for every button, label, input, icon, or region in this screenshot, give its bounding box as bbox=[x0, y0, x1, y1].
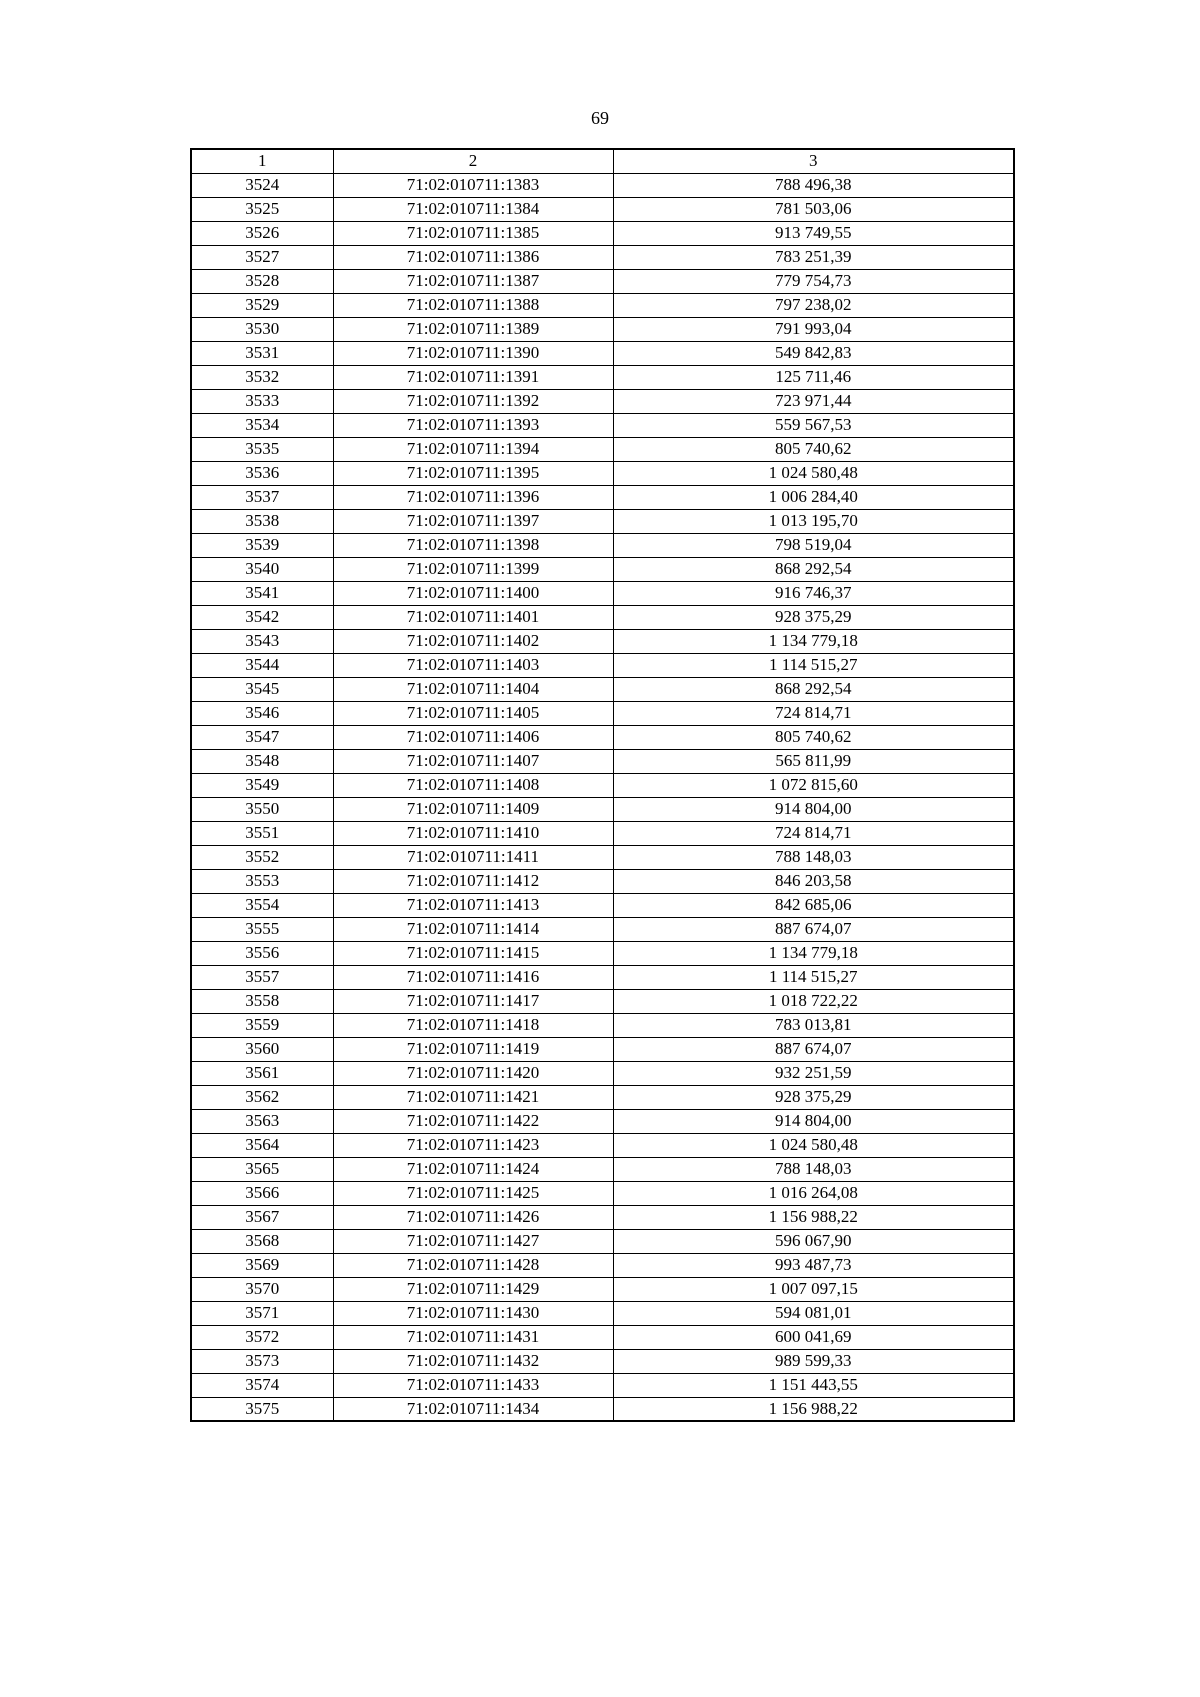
value-cell: 788 148,03 bbox=[613, 845, 1014, 869]
row-number-cell: 3539 bbox=[191, 533, 333, 557]
cadastral-number-cell: 71:02:010711:1426 bbox=[333, 1205, 613, 1229]
row-number-cell: 3566 bbox=[191, 1181, 333, 1205]
cadastral-number-cell: 71:02:010711:1395 bbox=[333, 461, 613, 485]
value-cell: 1 016 264,08 bbox=[613, 1181, 1014, 1205]
value-cell: 596 067,90 bbox=[613, 1229, 1014, 1253]
cadastral-number-cell: 71:02:010711:1403 bbox=[333, 653, 613, 677]
value-cell: 914 804,00 bbox=[613, 1109, 1014, 1133]
row-number-cell: 3562 bbox=[191, 1085, 333, 1109]
cadastral-number-cell: 71:02:010711:1392 bbox=[333, 389, 613, 413]
table-row bbox=[191, 1349, 1014, 1373]
table-row bbox=[191, 821, 1014, 845]
data-table bbox=[190, 148, 1015, 1422]
row-number-cell: 3574 bbox=[191, 1373, 333, 1397]
value-cell: 1 007 097,15 bbox=[613, 1277, 1014, 1301]
table-row bbox=[191, 845, 1014, 869]
cadastral-number-cell: 71:02:010711:1401 bbox=[333, 605, 613, 629]
cadastral-number-cell: 71:02:010711:1424 bbox=[333, 1157, 613, 1181]
row-number-cell: 3567 bbox=[191, 1205, 333, 1229]
row-number-cell: 3536 bbox=[191, 461, 333, 485]
row-number-cell: 3530 bbox=[191, 317, 333, 341]
row-number-cell: 3533 bbox=[191, 389, 333, 413]
cadastral-number-cell: 71:02:010711:1415 bbox=[333, 941, 613, 965]
table-row bbox=[191, 701, 1014, 725]
column-header-1: 1 bbox=[191, 149, 333, 173]
table-row bbox=[191, 725, 1014, 749]
cadastral-number-cell: 71:02:010711:1393 bbox=[333, 413, 613, 437]
row-number-cell: 3540 bbox=[191, 557, 333, 581]
row-number-cell: 3561 bbox=[191, 1061, 333, 1085]
table-body bbox=[191, 173, 1014, 1421]
value-cell: 797 238,02 bbox=[613, 293, 1014, 317]
value-cell: 779 754,73 bbox=[613, 269, 1014, 293]
value-cell: 788 496,38 bbox=[613, 173, 1014, 197]
page-number: 69 bbox=[591, 108, 609, 128]
table-row bbox=[191, 269, 1014, 293]
cadastral-number-cell: 71:02:010711:1427 bbox=[333, 1229, 613, 1253]
cadastral-number-cell: 71:02:010711:1423 bbox=[333, 1133, 613, 1157]
value-cell: 723 971,44 bbox=[613, 389, 1014, 413]
row-number-cell: 3563 bbox=[191, 1109, 333, 1133]
table-row bbox=[191, 1373, 1014, 1397]
cadastral-number-cell: 71:02:010711:1398 bbox=[333, 533, 613, 557]
table-row bbox=[191, 365, 1014, 389]
row-number-cell: 3565 bbox=[191, 1157, 333, 1181]
row-number-cell: 3524 bbox=[191, 173, 333, 197]
cadastral-number-cell: 71:02:010711:1416 bbox=[333, 965, 613, 989]
value-cell: 791 993,04 bbox=[613, 317, 1014, 341]
value-cell: 1 114 515,27 bbox=[613, 965, 1014, 989]
table-row bbox=[191, 797, 1014, 821]
row-number-cell: 3568 bbox=[191, 1229, 333, 1253]
value-cell: 1 114 515,27 bbox=[613, 653, 1014, 677]
cadastral-number-cell: 71:02:010711:1412 bbox=[333, 869, 613, 893]
table-row bbox=[191, 965, 1014, 989]
value-cell: 1 134 779,18 bbox=[613, 629, 1014, 653]
row-number-cell: 3526 bbox=[191, 221, 333, 245]
value-cell: 913 749,55 bbox=[613, 221, 1014, 245]
cadastral-number-cell: 71:02:010711:1406 bbox=[333, 725, 613, 749]
table-row bbox=[191, 629, 1014, 653]
value-cell: 914 804,00 bbox=[613, 797, 1014, 821]
cadastral-number-cell: 71:02:010711:1400 bbox=[333, 581, 613, 605]
table-row bbox=[191, 221, 1014, 245]
cadastral-number-cell: 71:02:010711:1428 bbox=[333, 1253, 613, 1277]
table-row bbox=[191, 989, 1014, 1013]
table-row bbox=[191, 605, 1014, 629]
cadastral-number-cell: 71:02:010711:1433 bbox=[333, 1373, 613, 1397]
cadastral-number-cell: 71:02:010711:1430 bbox=[333, 1301, 613, 1325]
cadastral-number-cell: 71:02:010711:1413 bbox=[333, 893, 613, 917]
row-number-cell: 3541 bbox=[191, 581, 333, 605]
table-row bbox=[191, 413, 1014, 437]
table-row bbox=[191, 197, 1014, 221]
row-number-cell: 3571 bbox=[191, 1301, 333, 1325]
row-number-cell: 3570 bbox=[191, 1277, 333, 1301]
value-cell: 1 018 722,22 bbox=[613, 989, 1014, 1013]
value-cell: 549 842,83 bbox=[613, 341, 1014, 365]
cadastral-number-cell: 71:02:010711:1417 bbox=[333, 989, 613, 1013]
table-row bbox=[191, 1061, 1014, 1085]
table-row bbox=[191, 773, 1014, 797]
row-number-cell: 3549 bbox=[191, 773, 333, 797]
row-number-cell: 3534 bbox=[191, 413, 333, 437]
table-row bbox=[191, 1397, 1014, 1421]
table-row bbox=[191, 1205, 1014, 1229]
cadastral-number-cell: 71:02:010711:1388 bbox=[333, 293, 613, 317]
row-number-cell: 3551 bbox=[191, 821, 333, 845]
table-header bbox=[191, 149, 1014, 173]
table-row bbox=[191, 1085, 1014, 1109]
table-row bbox=[191, 869, 1014, 893]
value-cell: 805 740,62 bbox=[613, 725, 1014, 749]
value-cell: 783 251,39 bbox=[613, 245, 1014, 269]
table-row bbox=[191, 1301, 1014, 1325]
table-row bbox=[191, 533, 1014, 557]
cadastral-number-cell: 71:02:010711:1425 bbox=[333, 1181, 613, 1205]
value-cell: 724 814,71 bbox=[613, 701, 1014, 725]
table-row bbox=[191, 389, 1014, 413]
table-row bbox=[191, 1133, 1014, 1157]
value-cell: 1 134 779,18 bbox=[613, 941, 1014, 965]
cadastral-number-cell: 71:02:010711:1397 bbox=[333, 509, 613, 533]
value-cell: 724 814,71 bbox=[613, 821, 1014, 845]
cadastral-number-cell: 71:02:010711:1407 bbox=[333, 749, 613, 773]
cadastral-number-cell: 71:02:010711:1394 bbox=[333, 437, 613, 461]
value-cell: 846 203,58 bbox=[613, 869, 1014, 893]
row-number-cell: 3527 bbox=[191, 245, 333, 269]
cadastral-number-cell: 71:02:010711:1409 bbox=[333, 797, 613, 821]
value-cell: 989 599,33 bbox=[613, 1349, 1014, 1373]
table-row bbox=[191, 749, 1014, 773]
value-cell: 916 746,37 bbox=[613, 581, 1014, 605]
table-row bbox=[191, 1013, 1014, 1037]
value-cell: 1 151 443,55 bbox=[613, 1373, 1014, 1397]
value-cell: 600 041,69 bbox=[613, 1325, 1014, 1349]
column-header-3: 3 bbox=[613, 149, 1014, 173]
value-cell: 559 567,53 bbox=[613, 413, 1014, 437]
cadastral-number-cell: 71:02:010711:1405 bbox=[333, 701, 613, 725]
value-cell: 868 292,54 bbox=[613, 557, 1014, 581]
cadastral-number-cell: 71:02:010711:1434 bbox=[333, 1397, 613, 1421]
value-cell: 993 487,73 bbox=[613, 1253, 1014, 1277]
row-number-cell: 3548 bbox=[191, 749, 333, 773]
cadastral-number-cell: 71:02:010711:1419 bbox=[333, 1037, 613, 1061]
table-row bbox=[191, 1253, 1014, 1277]
table-row bbox=[191, 557, 1014, 581]
value-cell: 798 519,04 bbox=[613, 533, 1014, 557]
value-cell: 125 711,46 bbox=[613, 365, 1014, 389]
row-number-cell: 3558 bbox=[191, 989, 333, 1013]
value-cell: 1 013 195,70 bbox=[613, 509, 1014, 533]
cadastral-number-cell: 71:02:010711:1431 bbox=[333, 1325, 613, 1349]
column-header-2: 2 bbox=[333, 149, 613, 173]
table-row bbox=[191, 1181, 1014, 1205]
table-row bbox=[191, 1277, 1014, 1301]
cadastral-number-cell: 71:02:010711:1411 bbox=[333, 845, 613, 869]
table-row bbox=[191, 917, 1014, 941]
row-number-cell: 3555 bbox=[191, 917, 333, 941]
row-number-cell: 3531 bbox=[191, 341, 333, 365]
table-row bbox=[191, 941, 1014, 965]
row-number-cell: 3554 bbox=[191, 893, 333, 917]
value-cell: 781 503,06 bbox=[613, 197, 1014, 221]
row-number-cell: 3542 bbox=[191, 605, 333, 629]
cadastral-number-cell: 71:02:010711:1420 bbox=[333, 1061, 613, 1085]
cadastral-number-cell: 71:02:010711:1421 bbox=[333, 1085, 613, 1109]
cadastral-number-cell: 71:02:010711:1386 bbox=[333, 245, 613, 269]
row-number-cell: 3553 bbox=[191, 869, 333, 893]
cadastral-number-cell: 71:02:010711:1384 bbox=[333, 197, 613, 221]
cadastral-number-cell: 71:02:010711:1402 bbox=[333, 629, 613, 653]
cadastral-number-cell: 71:02:010711:1399 bbox=[333, 557, 613, 581]
table-row bbox=[191, 893, 1014, 917]
value-cell: 1 006 284,40 bbox=[613, 485, 1014, 509]
value-cell: 1 024 580,48 bbox=[613, 1133, 1014, 1157]
cadastral-number-cell: 71:02:010711:1385 bbox=[333, 221, 613, 245]
cadastral-number-cell: 71:02:010711:1396 bbox=[333, 485, 613, 509]
row-number-cell: 3529 bbox=[191, 293, 333, 317]
row-number-cell: 3537 bbox=[191, 485, 333, 509]
value-cell: 1 156 988,22 bbox=[613, 1397, 1014, 1421]
table-row bbox=[191, 1325, 1014, 1349]
table-row bbox=[191, 245, 1014, 269]
value-cell: 928 375,29 bbox=[613, 1085, 1014, 1109]
row-number-cell: 3569 bbox=[191, 1253, 333, 1277]
row-number-cell: 3538 bbox=[191, 509, 333, 533]
row-number-cell: 3550 bbox=[191, 797, 333, 821]
value-cell: 887 674,07 bbox=[613, 1037, 1014, 1061]
value-cell: 565 811,99 bbox=[613, 749, 1014, 773]
table-row bbox=[191, 341, 1014, 365]
row-number-cell: 3535 bbox=[191, 437, 333, 461]
value-cell: 788 148,03 bbox=[613, 1157, 1014, 1181]
row-number-cell: 3546 bbox=[191, 701, 333, 725]
value-cell: 783 013,81 bbox=[613, 1013, 1014, 1037]
value-cell: 805 740,62 bbox=[613, 437, 1014, 461]
table-row bbox=[191, 509, 1014, 533]
table-row bbox=[191, 437, 1014, 461]
row-number-cell: 3543 bbox=[191, 629, 333, 653]
value-cell: 868 292,54 bbox=[613, 677, 1014, 701]
row-number-cell: 3556 bbox=[191, 941, 333, 965]
table-row bbox=[191, 581, 1014, 605]
value-cell: 842 685,06 bbox=[613, 893, 1014, 917]
row-number-cell: 3560 bbox=[191, 1037, 333, 1061]
row-number-cell: 3547 bbox=[191, 725, 333, 749]
value-cell: 1 156 988,22 bbox=[613, 1205, 1014, 1229]
table-row bbox=[191, 293, 1014, 317]
table-row bbox=[191, 173, 1014, 197]
cadastral-number-cell: 71:02:010711:1410 bbox=[333, 821, 613, 845]
row-number-cell: 3557 bbox=[191, 965, 333, 989]
value-cell: 594 081,01 bbox=[613, 1301, 1014, 1325]
cadastral-number-cell: 71:02:010711:1404 bbox=[333, 677, 613, 701]
table-row bbox=[191, 677, 1014, 701]
row-number-cell: 3528 bbox=[191, 269, 333, 293]
cadastral-number-cell: 71:02:010711:1429 bbox=[333, 1277, 613, 1301]
table-row bbox=[191, 1157, 1014, 1181]
row-number-cell: 3575 bbox=[191, 1397, 333, 1421]
table-row bbox=[191, 1109, 1014, 1133]
row-number-cell: 3544 bbox=[191, 653, 333, 677]
cadastral-number-cell: 71:02:010711:1422 bbox=[333, 1109, 613, 1133]
row-number-cell: 3545 bbox=[191, 677, 333, 701]
value-cell: 1 072 815,60 bbox=[613, 773, 1014, 797]
cadastral-number-cell: 71:02:010711:1414 bbox=[333, 917, 613, 941]
table-row bbox=[191, 317, 1014, 341]
cadastral-number-cell: 71:02:010711:1389 bbox=[333, 317, 613, 341]
value-cell: 932 251,59 bbox=[613, 1061, 1014, 1085]
cadastral-number-cell: 71:02:010711:1408 bbox=[333, 773, 613, 797]
row-number-cell: 3573 bbox=[191, 1349, 333, 1373]
value-cell: 887 674,07 bbox=[613, 917, 1014, 941]
row-number-cell: 3525 bbox=[191, 197, 333, 221]
row-number-cell: 3572 bbox=[191, 1325, 333, 1349]
table-header-row bbox=[191, 149, 1014, 173]
table-container bbox=[190, 148, 1013, 1422]
table-row bbox=[191, 485, 1014, 509]
table-row bbox=[191, 1037, 1014, 1061]
cadastral-number-cell: 71:02:010711:1387 bbox=[333, 269, 613, 293]
cadastral-number-cell: 71:02:010711:1390 bbox=[333, 341, 613, 365]
table-row bbox=[191, 461, 1014, 485]
row-number-cell: 3552 bbox=[191, 845, 333, 869]
cadastral-number-cell: 71:02:010711:1418 bbox=[333, 1013, 613, 1037]
table-row bbox=[191, 653, 1014, 677]
row-number-cell: 3564 bbox=[191, 1133, 333, 1157]
table-row bbox=[191, 1229, 1014, 1253]
value-cell: 1 024 580,48 bbox=[613, 461, 1014, 485]
cadastral-number-cell: 71:02:010711:1432 bbox=[333, 1349, 613, 1373]
cadastral-number-cell: 71:02:010711:1391 bbox=[333, 365, 613, 389]
value-cell: 928 375,29 bbox=[613, 605, 1014, 629]
row-number-cell: 3532 bbox=[191, 365, 333, 389]
cadastral-number-cell: 71:02:010711:1383 bbox=[333, 173, 613, 197]
row-number-cell: 3559 bbox=[191, 1013, 333, 1037]
